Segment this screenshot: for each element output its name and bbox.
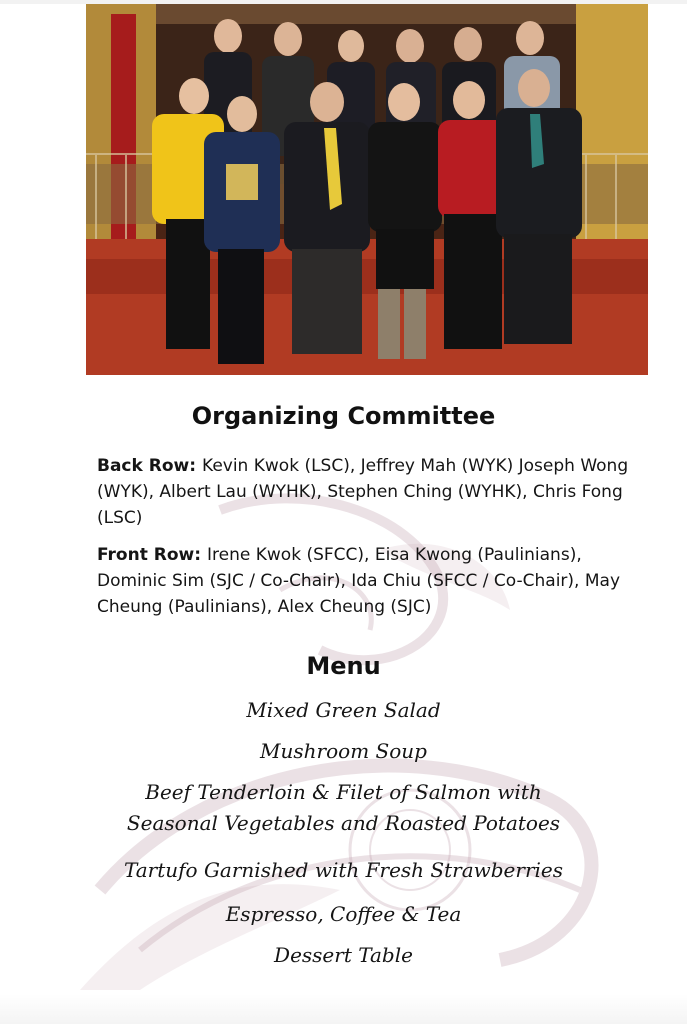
- group-photo: [86, 4, 648, 375]
- menu-item: Dessert Table: [274, 943, 413, 967]
- menu-item: Seasonal Vegetables and Roasted Potatoes: [126, 811, 561, 835]
- back-row-names: Kevin Kwok (LSC), Jeffrey Mah (WYK) Joseph Wong (WYK), Albert Lau (WYHK), Stephen Ching (WYHK), Chris Fong (LSC): [97, 456, 629, 528]
- committee-title: Organizing Committee: [191, 402, 496, 430]
- front-row-label: Front Row:: [97, 545, 202, 565]
- back-row-label: Back Row:: [97, 456, 197, 476]
- menu-item: Tartufo Garnished with Fresh Strawberries: [123, 858, 564, 882]
- menu-item: Mixed Green Salad: [246, 698, 441, 722]
- menu-title: Menu: [306, 652, 381, 680]
- front-row-paragraph: [97, 542, 642, 620]
- front-row-names: Irene Kwok (SFCC), Eisa Kwong (Paulinians), Dominic Sim (SJC / Co-Chair), Ida Chiu (SFCC / Co-Chair), May Cheung (Paulinians), Alex Cheung (SJC): [97, 545, 621, 617]
- scan-edge-bottom: [0, 994, 687, 1024]
- menu-item: Beef Tenderloin & Filet of Salmon with: [145, 780, 542, 804]
- menu-item: Espresso, Coffee & Tea: [225, 902, 462, 926]
- menu-item: Mushroom Soup: [260, 739, 427, 763]
- back-row-paragraph: [97, 453, 642, 531]
